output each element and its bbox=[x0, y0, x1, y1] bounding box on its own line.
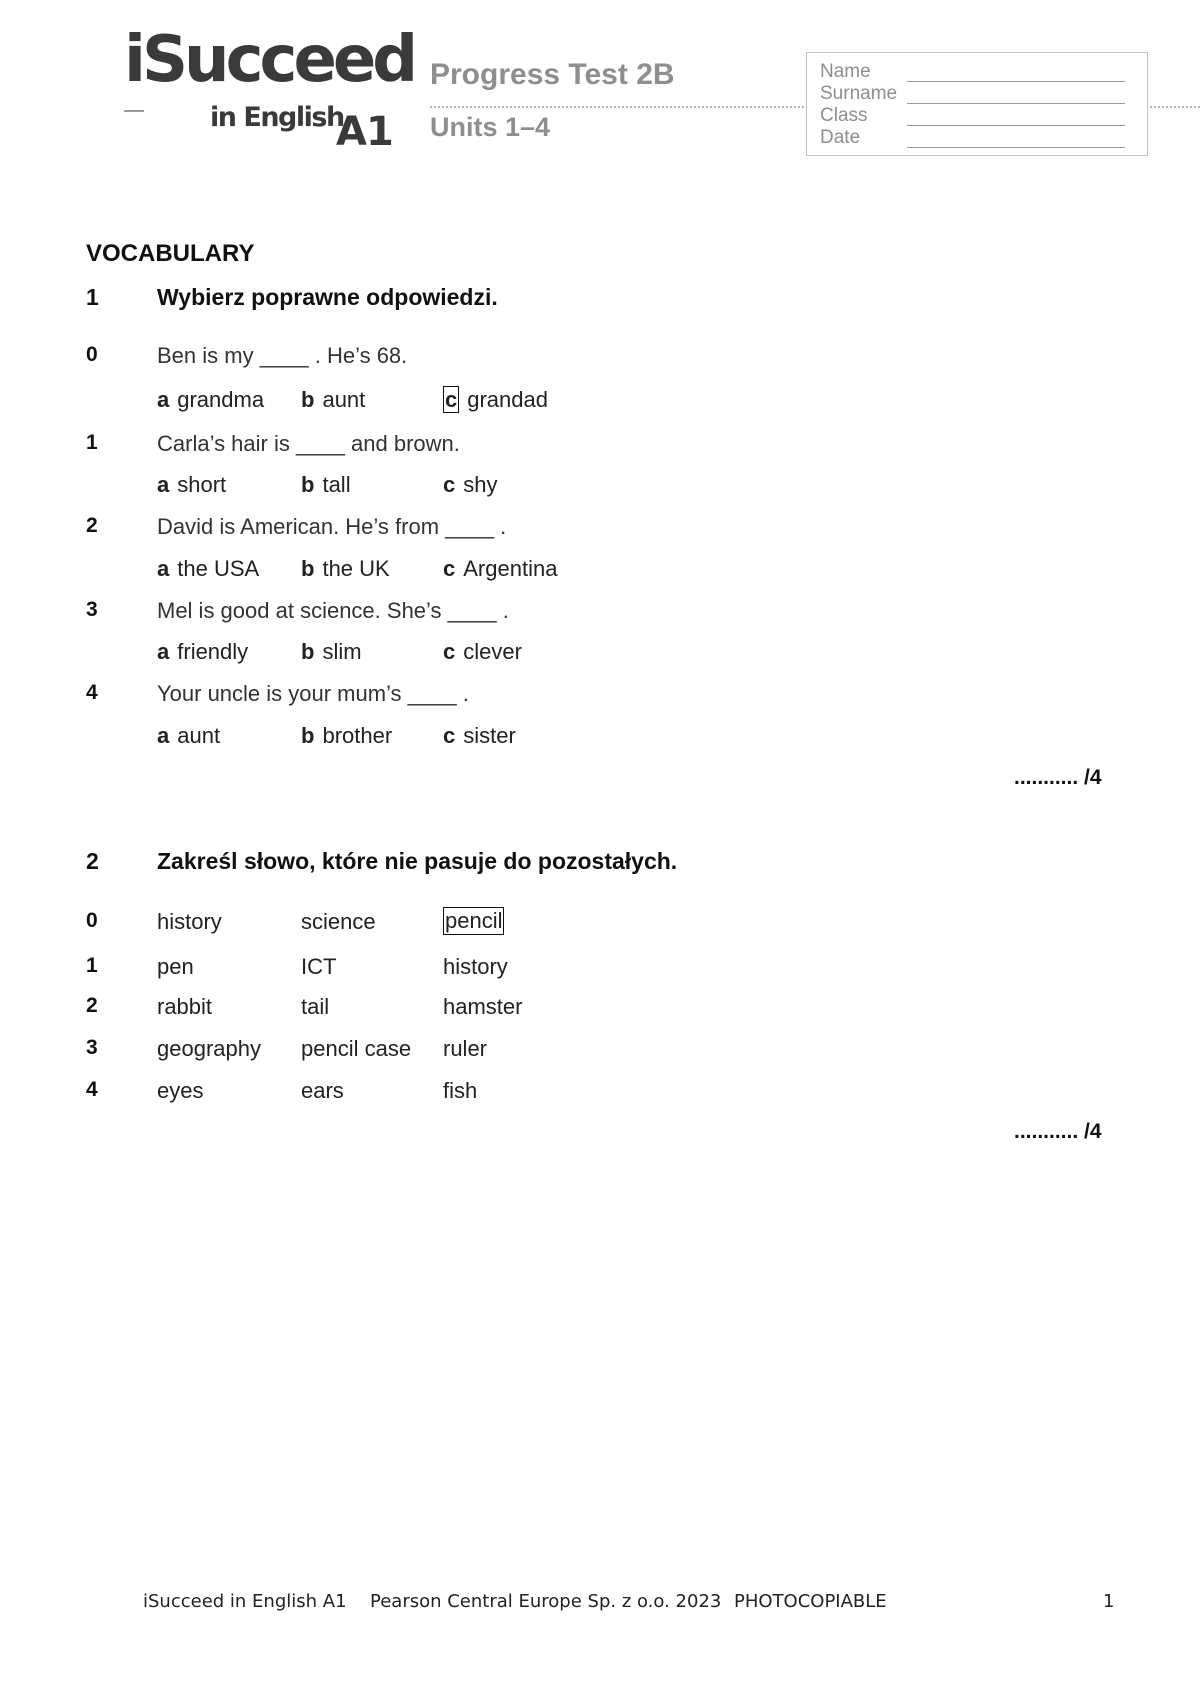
option-a[interactable]: a grandma bbox=[157, 387, 265, 412]
word-option[interactable]: ICT bbox=[301, 954, 337, 979]
class-field[interactable] bbox=[907, 125, 1125, 126]
student-info-box bbox=[806, 52, 1148, 156]
word-option[interactable]: tail bbox=[301, 994, 330, 1019]
exercise-number: 1 bbox=[86, 284, 99, 310]
score-box[interactable]: ........... /4 bbox=[1014, 1120, 1102, 1143]
word-option[interactable]: pen bbox=[157, 954, 194, 979]
name-label: Name bbox=[820, 61, 871, 82]
class-label: Class bbox=[820, 105, 868, 126]
logo-subtitle: in English bbox=[210, 102, 344, 133]
option-c-selected[interactable]: c grandad bbox=[445, 387, 548, 412]
option-a[interactable]: a aunt bbox=[157, 723, 221, 748]
score-box[interactable]: ........... /4 bbox=[1014, 766, 1102, 789]
question-stem: Carla’s hair is ____ and brown. bbox=[157, 431, 460, 456]
word-option[interactable]: ruler bbox=[443, 1036, 488, 1061]
question-number: 3 bbox=[86, 598, 98, 621]
exercise-instruction: Wybierz poprawne odpowiedzi. bbox=[157, 284, 498, 310]
word-option[interactable]: history bbox=[443, 954, 508, 979]
question-stem: Mel is good at science. She’s ____ . bbox=[157, 598, 509, 623]
option-b[interactable]: b brother bbox=[301, 723, 393, 748]
word-option[interactable]: ears bbox=[301, 1078, 344, 1103]
question-stem: David is American. He’s from ____ . bbox=[157, 514, 507, 539]
footer-photocopiable: PHOTOCOPIABLE bbox=[734, 1591, 887, 1612]
option-b[interactable]: b slim bbox=[301, 639, 362, 664]
word-option[interactable]: eyes bbox=[157, 1078, 204, 1103]
question-number: 1 bbox=[86, 954, 98, 977]
option-a[interactable]: a friendly bbox=[157, 639, 249, 664]
exercise-instruction: Zakreśl słowo, które nie pasuje do pozostałych. bbox=[157, 848, 678, 874]
word-option-circled[interactable]: pencil bbox=[445, 908, 503, 933]
option-a[interactable]: a short bbox=[157, 472, 227, 497]
option-b[interactable]: b tall bbox=[301, 472, 351, 497]
date-field[interactable] bbox=[907, 147, 1125, 148]
exercise-number: 2 bbox=[86, 848, 99, 874]
footer-book: iSucceed in English A1 bbox=[143, 1591, 347, 1612]
word-option[interactable]: pencil case bbox=[301, 1036, 412, 1061]
word-option[interactable]: hamster bbox=[443, 994, 523, 1019]
logo-underline bbox=[124, 110, 144, 112]
footer-publisher: Pearson Central Europe Sp. z o.o. 2023 bbox=[370, 1591, 722, 1612]
logo-wordmark: iSucceed bbox=[124, 23, 415, 97]
word-option[interactable]: history bbox=[157, 909, 222, 934]
section-heading: VOCABULARY bbox=[86, 240, 255, 267]
logo-level: A1 bbox=[336, 109, 393, 155]
word-option[interactable]: geography bbox=[157, 1036, 261, 1061]
word-option[interactable]: science bbox=[301, 909, 376, 934]
surname-label: Surname bbox=[820, 83, 898, 104]
question-number: 2 bbox=[86, 514, 98, 537]
option-a[interactable]: a the USA bbox=[157, 556, 260, 581]
date-label: Date bbox=[820, 127, 861, 148]
word-option[interactable]: rabbit bbox=[157, 994, 213, 1019]
question-stem: Your uncle is your mum’s ____ . bbox=[157, 681, 469, 706]
word-option[interactable]: fish bbox=[443, 1078, 478, 1103]
surname-field[interactable] bbox=[907, 103, 1125, 104]
option-c[interactable]: c Argentina bbox=[443, 556, 558, 581]
question-number: 0 bbox=[86, 343, 98, 366]
name-field[interactable] bbox=[907, 81, 1125, 82]
question-number: 4 bbox=[86, 1078, 98, 1101]
option-c[interactable]: c shy bbox=[443, 472, 498, 497]
option-b[interactable]: b aunt bbox=[301, 387, 366, 412]
option-c[interactable]: c clever bbox=[443, 639, 522, 664]
question-number: 0 bbox=[86, 909, 98, 932]
option-c[interactable]: c sister bbox=[443, 723, 516, 748]
test-units: Units 1–4 bbox=[430, 112, 551, 142]
question-stem: Ben is my ____ . He’s 68. bbox=[157, 343, 408, 368]
question-number: 3 bbox=[86, 1036, 98, 1059]
question-number: 4 bbox=[86, 681, 98, 704]
test-title: Progress Test 2B bbox=[430, 58, 675, 91]
page-number: 1 bbox=[1103, 1591, 1115, 1612]
question-number: 2 bbox=[86, 994, 98, 1017]
question-number: 1 bbox=[86, 431, 98, 454]
option-b[interactable]: b the UK bbox=[301, 556, 390, 581]
